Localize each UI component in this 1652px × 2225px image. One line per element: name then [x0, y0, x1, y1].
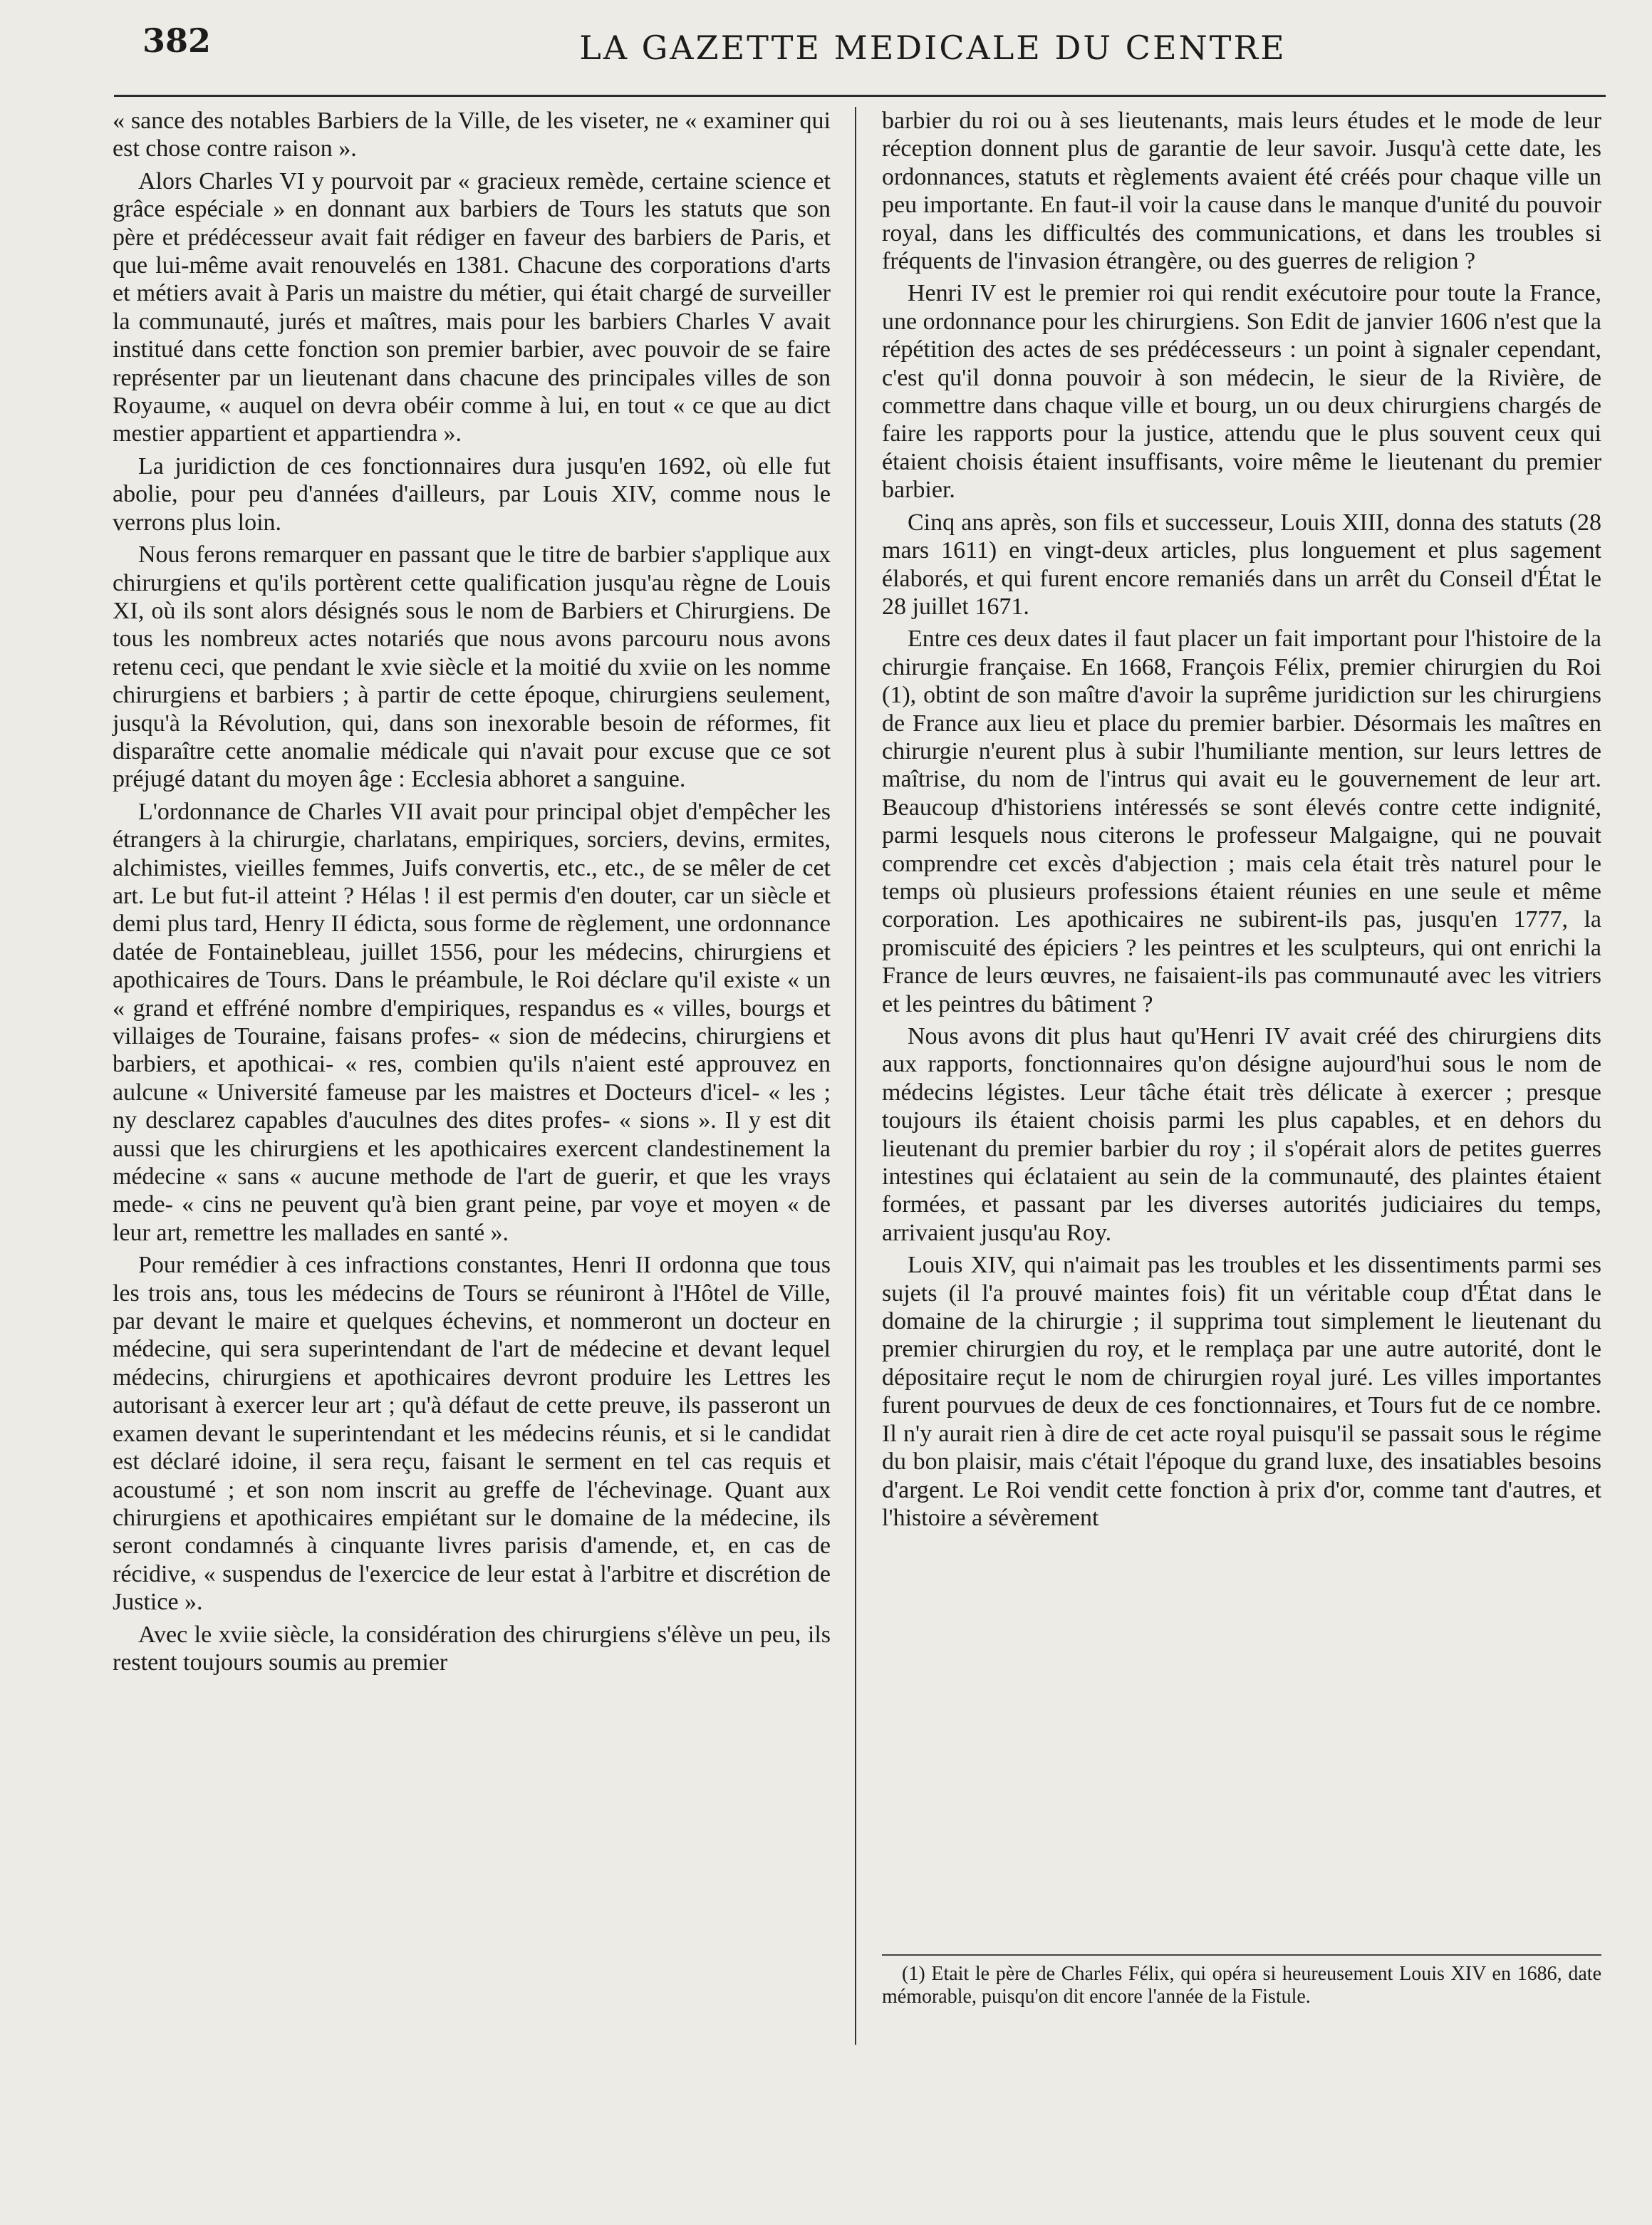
- paragraph: Entre ces deux dates il faut placer un fait important pour l'histoire de la chirurgie française. En 1668, François Félix, premier chirurgien du Roi (1), obtint de son maître d'avoir la suprême juridiction sur les chirurgiens de France aux lieu et place du premier barbier. Désormais les maîtres en chirurgie n'eurent plus à subir l'humiliante mention, sur leurs lettres de maîtrise, du nom de l'intrus qui avait eu le gouvernement de leur art. Beaucoup d'historiens intéressés se sont élevés contre cette indignité, parmi lesquels nous citerons le professeur Malgaigne, qui ne pouvait comprendre cet excès d'abjection ; mais cela était très naturel pour le temps où plusieurs professions étaient réunies en une seule et même corporation. Les apothicaires ne subirent-ils pas, jusqu'en 1777, la promiscuité des épiciers ? les peintres et les sculpteurs, qui ont enrichi la France de leurs œuvres, ne faisaient-ils pas communauté avec les vitriers et les peintres du bâtiment ?: [882, 626, 1601, 1017]
- running-title: LA GAZETTE MEDICALE DU CENTRE: [579, 28, 1287, 67]
- paragraph: Cinq ans après, son fils et successeur, Louis XIII, donna des statuts (28 mars 1611) en vingt-deux articles, plus longuement et plus sagement élaborés, et qui furent encore remaniés dans un arrêt du Conseil d'État le 28 juillet 1671.: [882, 509, 1601, 620]
- paragraph: Nous avons dit plus haut qu'Henri IV avait créé des chirurgiens dits aux rapports, fonctionnaires qu'on désigne aujourd'hui sous le nom de médecins légistes. Leur tâche était très délicate à exercer ; presque toujours ils étaient choisis parmi les plus capables, et en dehors du lieutenant du premier barbier du roy ; il s'opérait alors de petites guerres intestines qui éclataient au sein de la communauté, des plaintes étaient formées, et passant par les diverses autorités judiciaires du temps, arrivaient jusqu'au Roy.: [882, 1023, 1601, 1246]
- paragraph: Louis XIV, qui n'aimait pas les troubles et les dissentiments parmi ses sujets (il l'a prouvé maintes fois) fit un véritable coup d'État dans le domaine de la chirurgie ; il supprima tout simplement le lieutenant du premier chirurgien du roy, et le remplaça par une autre autorité, dont le dépositaire reçut le nom de chirurgien royal juré. Les villes importantes furent pourvues de deux de ces fonctionnaires, et Tours fut de ce nombre. Il n'y aurait rien à dire de cet acte royal puisqu'il se passait sous le régime du bon plaisir, mais c'était l'époque du grand luxe, des insatiables besoins d'argent. Le Roi vendit cette fonction à prix d'or, comme tant d'autres, et l'histoire a sévèrement: [882, 1252, 1601, 1531]
- paragraph: Nous ferons remarquer en passant que le titre de barbier s'applique aux chirurgiens et qu'ils portèrent cette qualification jusqu'au règne de Louis XI, où ils sont alors désignés sous le nom de Barbiers et Chirurgiens. De tous les nombreux actes notariés que nous avons parcouru nous avons retenu ceci, que pendant le xvie siècle et la moitié du xviie on les nomme chirurgiens et barbiers ; à partir de cette époque, chirurgiens seulement, jusqu'à la Révolution, qui, dans son inexorable besoin de réformes, fit disparaître cette anomalie médicale qui n'avait pour excuse que ce sot préjugé datant du moyen âge : Ecclesia abhoret a sanguine.: [113, 541, 831, 793]
- paragraph: « sance des notables Barbiers de la Ville, de les viseter, ne « examiner qui est chose contre raison ».: [113, 108, 831, 162]
- footnote-rule: [882, 1954, 1601, 1956]
- header-rule: [114, 95, 1606, 97]
- paragraph: barbier du roi ou à ses lieutenants, mais leurs études et le mode de leur réception donnent plus de garantie de leur savoir. Jusqu'à cette date, les ordonnances, statuts et règlements avaient été créés pour chaque ville un peu importante. En faut-il voir la cause dans le manque d'unité du pouvoir royal, dans les difficultés des communications, et dans les troubles si fréquents de l'invasion étrangère, ou des guerres de religion ?: [882, 108, 1601, 275]
- paragraph: Pour remédier à ces infractions constantes, Henri II ordonna que tous les trois ans, tous les médecins de Tours se réuniront à l'Hôtel de Ville, par devant le maire et quelques échevins, et nommeront un docteur en médecine, qui sera superintendant de l'art de médecine et devant lequel médecins, chirurgiens et apothicaires devront produire les Lettres les autorisant à exercer leur art ; qu'à défaut de cette preuve, ils passeront un examen devant le superintendant et les médecins réunis, et si le candidat est déclaré idoine, il sera reçu, faisant le serment en tel cas requis et acoustumé ; et son nom inscrit au greffe de l'échevinage. Quant aux chirurgiens et apothicaires empiétant sur le domaine de la médecine, ils seront condamnés à cinquante livres parisis d'amende, et, en cas de récidive, « suspendus de l'exercice de leur estat à l'arbitre et discrétion de Justice ».: [113, 1252, 831, 1616]
- paragraph: Alors Charles VI y pourvoit par « gracieux remède, certaine science et grâce espéciale » en donnant aux barbiers de Tours les statuts que son père et prédécesseur avait fait rédiger en faveur des barbiers de Paris, et que lui-même avait renouvelés en 1381. Chacune des corporations d'arts et métiers avait à Paris un maistre du métier, qui était chargé de surveiller la communauté, jurés et maîtres, mais pour les barbiers Charles V avait institué dans cette fonction son premier barbier, avec pouvoir de se faire représenter par un lieutenant dans chacune des principales villes de son Royaume, « auquel on devra obéir comme à lui, en tout « ce que au dict mestier appartient et appartiendra ».: [113, 167, 831, 447]
- column-divider: [855, 107, 856, 2045]
- footnote-text: (1) Etait le père de Charles Félix, qui opéra si heureusement Louis XIV en 1686, date mémorable, puisqu'on dit encore l'année de la Fistule.: [882, 1963, 1601, 2008]
- left-column: [113, 107, 831, 1681]
- paragraph: L'ordonnance de Charles VII avait pour principal objet d'empêcher les étrangers à la chirurgie, charlatans, empiriques, sorciers, devins, ermites, alchimistes, vieilles femmes, Juifs convertis, etc., etc., de se mêler de cet art. Le but fut-il atteint ? Hélas ! il est permis d'en douter, car un siècle et demi plus tard, Henry II édicta, sous forme de règlement, une ordonnance datée de Fontainebleau, juillet 1556, pour les médecins, chirurgiens et apothicaires de Tours. Dans le préambule, le Roi déclare qu'il existe « un « grand et effréné nombre d'empiriques, respandus es « villes, bourgs et villaiges de Touraine, faisans profes- « sion de médecins, chirurgiens et barbiers, et apothicai- « res, combien qu'ils n'aient esté approuvez en aulcune « Université fameuse par les maistres et Docteurs d'icel- « les ; ny desclarez capables d'auculnes des dites profes- « sions ». Il y est dit aussi que les chirurgiens et les apothicaires exercent clandestinement la médecine « sans « aucune methode de l'art de guerir, et que les vrays mede- « cins ne peuvent qu'à bien grant peine, par voye et moyen « de leur art, remettre les mallades en santé ».: [113, 798, 831, 1246]
- paragraph: Avec le xviie siècle, la considération des chirurgiens s'élève un peu, ils restent toujours soumis au premier: [113, 1621, 831, 1676]
- page-number: 382: [142, 21, 212, 60]
- right-column: [882, 107, 1601, 1536]
- paragraph: La juridiction de ces fonctionnaires dura jusqu'en 1692, où elle fut abolie, pour peu d'années d'ailleurs, par Louis XIV, comme nous le verrons plus loin.: [113, 452, 831, 536]
- paragraph: Henri IV est le premier roi qui rendit exécutoire pour toute la France, une ordonnance pour les chirurgiens. Son Edit de janvier 1606 n'est que la répétition des actes de ses prédécesseurs : un point à signaler cependant, c'est qu'il donna pouvoir à son médecin, le sieur de la Rivière, de commettre dans chaque ville et bourg, un ou deux chirurgiens chargés de faire les rapports pour la justice, attendu que le plus souvent ceux qui étaient choisis étaient insuffisants, voire même le lieutenant du premier barbier.: [882, 280, 1601, 504]
- footnote: [882, 1963, 1601, 2008]
